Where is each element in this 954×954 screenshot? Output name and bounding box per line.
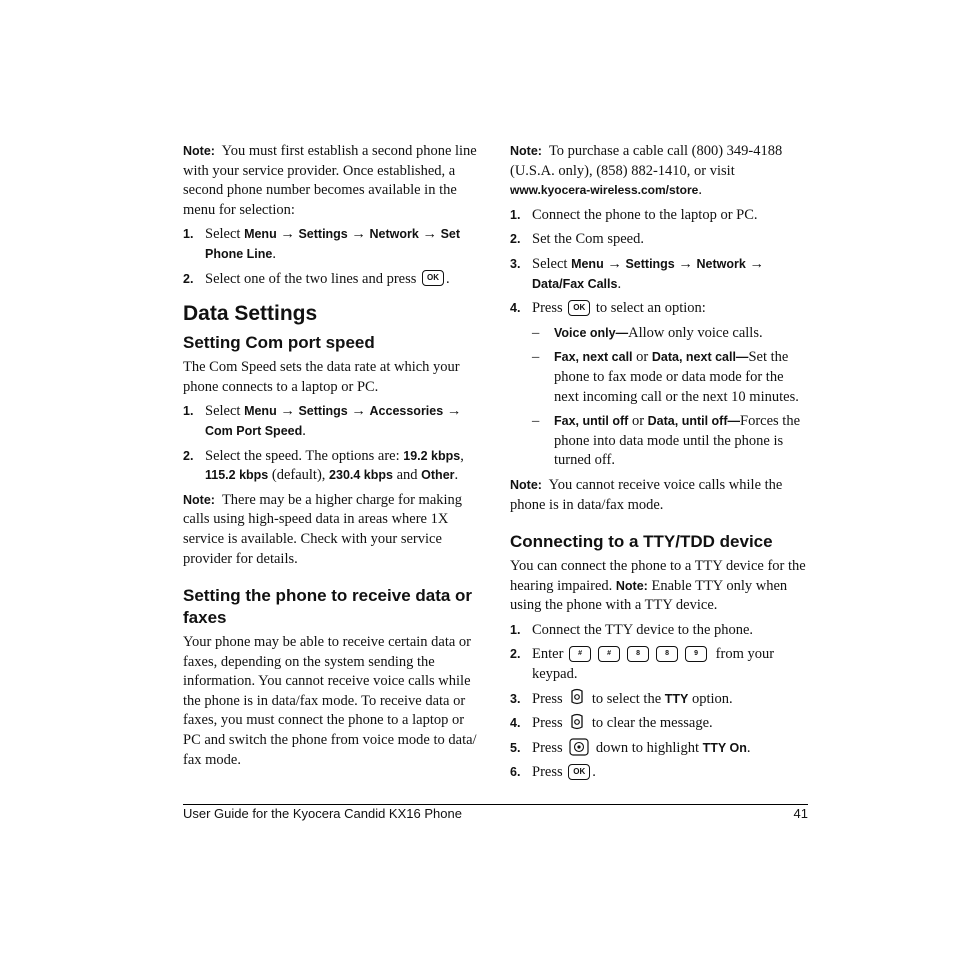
pound-key-icon: # <box>569 646 591 662</box>
page-number: 41 <box>793 806 808 821</box>
phone-line-step-2: 2. Select one of the two lines and press OK . <box>183 270 450 287</box>
footer-divider <box>183 804 808 805</box>
com-port-heading: Setting Com port speed <box>183 333 375 353</box>
arrow-right-icon: → <box>280 403 295 420</box>
tty-step-6: 6. Press OK . <box>510 764 596 781</box>
receive-data-heading: Setting the phone to receive data or faxes <box>183 586 473 628</box>
ok-key-icon: OK <box>422 270 444 286</box>
footer-title: User Guide for the Kyocera Candid KX16 Phone <box>183 806 462 821</box>
arrow-right-icon: → <box>422 226 437 243</box>
arrow-right-icon: → <box>749 255 764 272</box>
tty-step-3: 3. Press to select the TTY option. <box>510 690 810 710</box>
arrow-right-icon: → <box>678 255 693 272</box>
tty-step-4: 4. Press to clear the message. <box>510 714 810 734</box>
note-voice-calls: Note: You cannot receive voice calls while the phone is in data/fax mode. <box>510 476 783 513</box>
note-second-line: Note: You must first establish a second phone line with your service provider. Once established, a second phone number becomes available in the menu for selection: <box>183 143 477 218</box>
ok-key-icon: OK <box>568 764 590 780</box>
pound-key-icon: # <box>598 646 620 662</box>
option-until-off: – Fax, until off or Data, until off—Forces the phone into data mode until the phone is turned off. <box>532 413 801 469</box>
option-next-call: – Fax, next call or Data, next call—Set the phone to fax mode or data mode for the next incoming call or the next 10 minutes. <box>532 349 799 405</box>
tty-heading: Connecting to a TTY/TDD device <box>510 532 773 552</box>
com-port-intro: The Com Speed sets the data rate at which your phone connects to a laptop or PC. <box>183 359 460 395</box>
left-softkey-icon <box>569 713 585 731</box>
arrow-right-icon: → <box>280 226 295 243</box>
left-softkey-icon <box>569 688 585 706</box>
store-url: www.kyocera-wireless.com/store <box>510 183 699 198</box>
navigation-key-icon <box>569 738 589 756</box>
arrow-right-icon: → <box>607 255 622 272</box>
note-high-speed: Note: There may be a higher charge for making calls using high-speed data in areas where 1X service is available. Check with your service provider for details. <box>183 491 463 567</box>
arrow-right-icon: → <box>351 226 366 243</box>
phone-line-step-1: 1. Select Menu → Settings → Network → Set Phone Line. <box>183 226 461 262</box>
left-column <box>183 142 483 770</box>
data-step-4: 4. Press OK to select an option: <box>510 300 706 317</box>
eight-key-icon: 8 <box>627 646 649 662</box>
arrow-right-icon: → <box>446 403 462 420</box>
tty-intro: You can connect the phone to a TTY device for the hearing impaired. Note: Enable TTY only when using the phone with a TTY device. <box>510 558 806 614</box>
com-port-step-2: 2. Select the speed. The options are: 19.2 kbps, 115.2 kbps (default), 230.4 kbps and Other. <box>183 447 464 484</box>
right-column <box>510 142 810 783</box>
data-settings-heading: Data Settings <box>183 302 318 326</box>
receive-data-body: Your phone may be able to receive certain data or faxes, depending on the system sending the information. You cannot receive voice calls while the phone is in data/fax mode. To receive data or faxes, you must connect the phone to a laptop or PC and switch the phone from voice mode to data/ fax mode. <box>183 634 477 768</box>
tty-step-1: 1. Connect the TTY device to the phone. <box>510 621 754 638</box>
nine-key-icon: 9 <box>685 646 707 662</box>
data-step-2: 2. Set the Com speed. <box>510 231 644 248</box>
tty-step-2: 2. Enter # # 8 8 9 from your keypad. <box>510 646 775 683</box>
arrow-right-icon: → <box>351 403 366 420</box>
data-step-1: 1. Connect the phone to the laptop or PC. <box>510 206 758 223</box>
option-voice-only: – Voice only—Allow only voice calls. <box>532 324 763 341</box>
com-port-step-1: 1. Select Menu → Settings → Accessories → Com Port Speed. <box>183 403 462 439</box>
note-purchase-cable: Note: To purchase a cable call (800) 349-4188 (U.S.A. only), (858) 882-1410, or visit www.kyocera-wireless.com/store. <box>510 143 783 199</box>
eight-key-icon: 8 <box>656 646 678 662</box>
ok-key-icon: OK <box>568 300 590 316</box>
data-step-3: 3. Select Menu → Settings → Network → Data/Fax Calls. <box>510 255 764 292</box>
tty-step-5: 5. Press down to highlight TTY On. <box>510 739 810 759</box>
